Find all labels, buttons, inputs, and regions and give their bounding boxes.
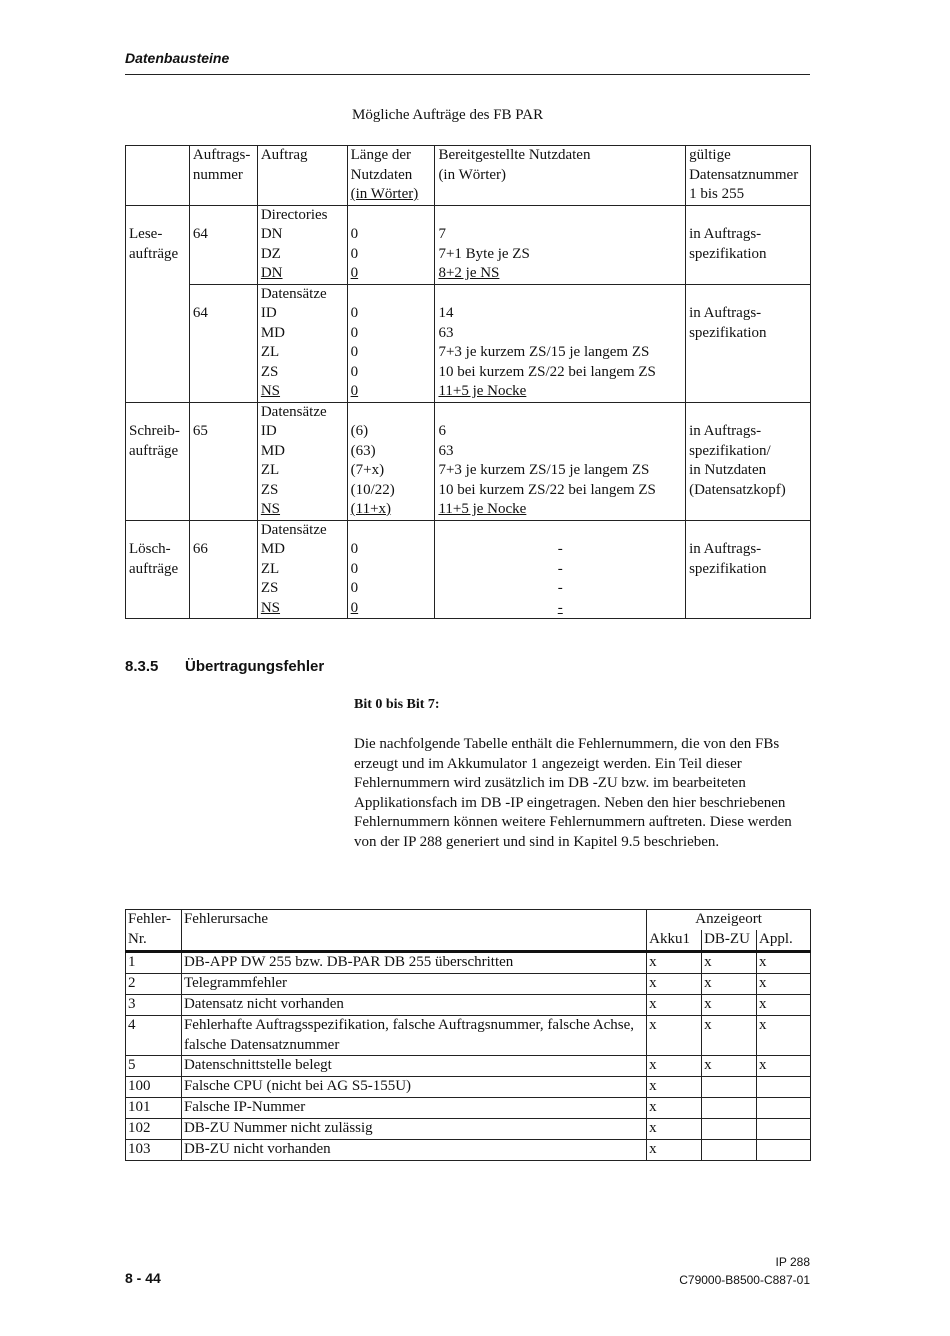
bereit-value: 63: [438, 442, 454, 459]
error-dbzu: [702, 1077, 757, 1098]
error-nr: 3: [126, 995, 182, 1016]
bereit-value: [438, 521, 682, 541]
header-dbzu: DB-ZU: [702, 930, 757, 952]
subheading: Bit 0 bis Bit 7:: [354, 697, 440, 712]
auftrag-value: ID: [260, 423, 277, 439]
error-appl: x: [757, 952, 811, 974]
row-category-line: aufträge: [129, 245, 179, 262]
gueltig-value: spezifikation: [689, 560, 767, 577]
auftrag-value: ZS: [260, 481, 279, 498]
error-dbzu: x: [702, 1056, 757, 1077]
header-bereit-line: Bereitgestellte Nutzdaten: [438, 147, 591, 163]
error-appl: x: [757, 995, 811, 1016]
error-ursache: DB-ZU Nummer nicht zulässig: [181, 1119, 646, 1140]
error-ursache: Datensatz nicht vorhanden: [181, 995, 646, 1016]
header-gueltig-line: Datensatznummer: [689, 166, 799, 183]
gueltig-value: [689, 382, 807, 402]
bereit-value: 7: [438, 226, 446, 242]
error-appl: [757, 1098, 811, 1119]
bereit-value: 10 bei kurzem ZS/22 bei langem ZS: [438, 481, 656, 498]
error-dbzu: x: [702, 974, 757, 995]
cell-bereit: [435, 284, 686, 402]
error-ursache: Telegrammfehler: [181, 974, 646, 995]
laenge-value: [351, 285, 432, 305]
error-akku: x: [647, 952, 702, 974]
laenge-value: (63): [350, 442, 376, 459]
error-row: [126, 974, 811, 995]
header-laenge-line: (in Wörter): [350, 186, 419, 202]
error-row: [126, 1098, 811, 1119]
header-bereit-line: (in Wörter): [438, 166, 507, 183]
gueltig-value: (Datensatzkopf): [689, 481, 786, 498]
header-error-number-line: Nr.: [128, 930, 147, 947]
header-gueltig: [686, 146, 811, 206]
auftrag-value: NS: [260, 501, 281, 517]
order-number: 64: [192, 226, 208, 242]
cell-gueltig: [686, 520, 811, 619]
error-row: [126, 995, 811, 1016]
row-category-line: Lösch-: [129, 541, 171, 557]
header-nummer-line: nummer: [192, 166, 243, 183]
row-category: [126, 402, 190, 520]
error-dbzu: [702, 1140, 757, 1161]
gueltig-value: [689, 500, 807, 520]
header-display-location: Anzeigeort: [647, 910, 811, 931]
auftrag-value: ZL: [260, 462, 280, 478]
auftrag-value: Directories: [260, 206, 328, 223]
gueltig-value: [689, 579, 807, 599]
error-akku: x: [647, 1119, 702, 1140]
auftrag-value: ID: [260, 305, 277, 321]
order-number: 64: [192, 305, 208, 321]
auftrag-value: NS: [260, 383, 281, 399]
error-ursache: DB-APP DW 255 bzw. DB-PAR DB 255 überschritten: [181, 952, 646, 974]
bereit-value: -: [557, 599, 563, 616]
header-laenge-line: Nutzdaten: [350, 166, 413, 183]
bereit-value: [438, 285, 682, 305]
gueltig-value: [689, 599, 807, 619]
cell-auftrag: [257, 284, 347, 402]
auftrag-value: DN: [260, 265, 283, 281]
error-appl: [757, 1119, 811, 1140]
laenge-value: 0: [350, 344, 359, 360]
cell-bereit: [435, 520, 686, 619]
page-number: 8 - 44: [125, 1270, 161, 1286]
gueltig-value: [689, 403, 807, 423]
auftrag-value: DN: [260, 226, 283, 242]
bereit-value: 6: [438, 423, 446, 439]
header-category: [126, 146, 190, 206]
error-appl: x: [757, 1016, 811, 1056]
body-paragraph: Die nachfolgende Tabelle enthält die Fehlernummern, die von den FBs erzeugt und im Akkumulator 1 angezeigt werden. Ein Teil dieser Fehlernummern wird zusätzlich im DB -ZU bzw. im bearbeiteten Applikationsfach im DB -IP eingetragen. Neben den hier beschriebenen Fehlernummern können weitere Fehlernummern auftreten. Diese werden von der IP 288 generiert und sind in Kapitel 9.5 beschrieben.: [354, 736, 792, 850]
cell-gueltig: [686, 284, 811, 402]
row-category-line: aufträge: [129, 560, 179, 577]
auftrag-value: DZ: [260, 245, 281, 262]
auftrag-value: MD: [260, 442, 286, 459]
laenge-value: [351, 521, 432, 541]
row-order-number: [189, 205, 257, 284]
laenge-value: 0: [350, 226, 359, 242]
order-number: 65: [192, 423, 208, 439]
error-nr: 4: [126, 1016, 182, 1056]
section-number: 8.3.5: [125, 658, 159, 675]
error-appl: [757, 1140, 811, 1161]
gueltig-value: spezifikation: [689, 245, 767, 262]
table-row: [126, 205, 811, 284]
auftrag-value: MD: [260, 324, 286, 341]
header-error-number-line: Fehler-: [128, 911, 172, 927]
error-ursache: Datenschnittstelle belegt: [181, 1056, 646, 1077]
header-auftrag-line: Auftrag: [260, 147, 308, 163]
auftrag-value: ZS: [260, 363, 279, 380]
bereit-value: 7+3 je kurzem ZS/15 je langem ZS: [438, 344, 650, 360]
error-dbzu: [702, 1098, 757, 1119]
auftrag-value: Datensätze: [260, 521, 327, 538]
error-table: [125, 909, 811, 1161]
header-gueltig-line: gültige: [689, 147, 731, 163]
error-nr: 2: [126, 974, 182, 995]
bereit-value: [438, 206, 682, 226]
laenge-value: 0: [350, 580, 359, 596]
row-category-line: Lese-: [129, 226, 163, 242]
footer-right: [679, 1253, 810, 1289]
table-header-row: [126, 146, 811, 206]
error-dbzu: [702, 1119, 757, 1140]
bereit-value: 7+1 Byte je ZS: [438, 245, 530, 262]
bereit-value: 8+2 je NS: [438, 265, 500, 281]
error-dbzu: x: [702, 1016, 757, 1056]
auftrag-value: ZL: [260, 344, 280, 360]
laenge-value: (11+x): [350, 501, 392, 517]
gueltig-value: [689, 521, 807, 541]
error-ursache: Falsche CPU (nicht bei AG S5-155U): [181, 1077, 646, 1098]
laenge-value: 0: [350, 305, 359, 321]
gueltig-value: [689, 285, 807, 305]
cell-auftrag: [257, 402, 347, 520]
header-nummer-line: Auftrags-: [192, 147, 251, 163]
gueltig-value: spezifikation: [689, 324, 767, 341]
gueltig-value: in Auftrags-: [689, 226, 762, 242]
table1-caption: Mögliche Aufträge des FB PAR: [352, 107, 544, 123]
error-row: [126, 952, 811, 974]
laenge-value: 0: [350, 560, 359, 577]
gueltig-value: in Nutzdaten: [689, 462, 767, 478]
gueltig-value: in Auftrags-: [689, 305, 762, 321]
error-akku: x: [647, 995, 702, 1016]
error-row: [126, 1016, 811, 1056]
table-row: [126, 402, 811, 520]
laenge-value: (7+x): [350, 462, 385, 478]
row-category: [126, 520, 190, 619]
cell-laenge: [347, 402, 435, 520]
laenge-value: [351, 206, 432, 226]
gueltig-value: [689, 206, 807, 226]
error-nr: 1: [126, 952, 182, 974]
row-category-line: aufträge: [129, 442, 179, 459]
orders-table: [125, 145, 811, 619]
error-nr: 100: [126, 1077, 182, 1098]
bereit-value: 14: [438, 305, 454, 321]
auftrag-value: ZS: [260, 580, 279, 596]
gueltig-value: [689, 264, 807, 284]
error-akku: x: [647, 1016, 702, 1056]
row-category: [126, 284, 190, 402]
bereit-value: 63: [438, 324, 454, 341]
bereit-value: -: [557, 580, 563, 596]
bereit-value: 10 bei kurzem ZS/22 bei langem ZS: [438, 363, 656, 380]
laenge-value: 0: [350, 363, 359, 380]
gueltig-value: in Auftrags-: [689, 541, 762, 557]
header-akku: Akku1: [647, 930, 702, 952]
laenge-value: 0: [350, 245, 359, 262]
error-akku: x: [647, 1098, 702, 1119]
gueltig-value: in Auftrags-: [689, 423, 762, 439]
header-laenge-line: Länge der: [350, 147, 412, 163]
bereit-value: 11+5 je Nocke: [438, 501, 527, 517]
error-nr: 5: [126, 1056, 182, 1077]
table-row: [126, 520, 811, 619]
error-ursache: Falsche IP-Nummer: [181, 1098, 646, 1119]
running-header: [125, 50, 810, 75]
bereit-value: -: [557, 541, 563, 557]
running-title: Datenbausteine: [125, 50, 230, 66]
cell-laenge: [347, 284, 435, 402]
laenge-value: (10/22): [350, 481, 395, 498]
cell-bereit: [435, 402, 686, 520]
header-appl: Appl.: [757, 930, 811, 952]
row-category-line: Schreib-: [129, 423, 180, 439]
error-akku: x: [647, 974, 702, 995]
error-akku: x: [647, 1056, 702, 1077]
error-nr: 101: [126, 1098, 182, 1119]
bereit-value: [438, 403, 682, 423]
error-nr: 103: [126, 1140, 182, 1161]
section-heading: [125, 658, 324, 675]
header-error-number: [126, 910, 182, 952]
gueltig-value: [689, 343, 807, 363]
bereit-value: 11+5 je Nocke: [438, 383, 527, 399]
header-nummer: [189, 146, 257, 206]
section-title: Übertragungsfehler: [185, 658, 325, 675]
header-gueltig-line: 1 bis 255: [689, 186, 745, 202]
cell-gueltig: [686, 402, 811, 520]
error-row: [126, 1140, 811, 1161]
auftrag-value: Datensätze: [260, 285, 327, 302]
order-number: 66: [192, 541, 208, 557]
laenge-value: 0: [350, 383, 359, 399]
error-dbzu: x: [702, 952, 757, 974]
error-header-row: [126, 910, 811, 931]
header-auftrag: [257, 146, 347, 206]
error-akku: x: [647, 1077, 702, 1098]
row-order-number: [189, 402, 257, 520]
laenge-value: 0: [350, 541, 359, 557]
error-row: [126, 1056, 811, 1077]
laenge-value: 0: [350, 265, 359, 281]
row-order-number: [189, 284, 257, 402]
header-bereit: [435, 146, 686, 206]
error-appl: x: [757, 1056, 811, 1077]
auftrag-value: MD: [260, 541, 286, 557]
laenge-value: 0: [350, 324, 359, 341]
cell-bereit: [435, 205, 686, 284]
bereit-value: 7+3 je kurzem ZS/15 je langem ZS: [438, 462, 650, 478]
error-ursache: DB-ZU nicht vorhanden: [181, 1140, 646, 1161]
cell-laenge: [347, 520, 435, 619]
error-row: [126, 1119, 811, 1140]
auftrag-value: NS: [260, 599, 281, 616]
table-row: [126, 284, 811, 402]
gueltig-value: spezifikation/: [689, 442, 771, 459]
error-dbzu: x: [702, 995, 757, 1016]
laenge-value: (6): [350, 423, 369, 439]
cell-auftrag: [257, 205, 347, 284]
cell-laenge: [347, 205, 435, 284]
error-ursache: Fehlerhafte Auftragsspezifikation, falsche Auftragsnummer, falsche Achse, falsche Datensatznummer: [181, 1016, 646, 1056]
error-nr: 102: [126, 1119, 182, 1140]
error-akku: x: [647, 1140, 702, 1161]
laenge-value: [351, 403, 432, 423]
cell-auftrag: [257, 520, 347, 619]
auftrag-value: ZL: [260, 560, 280, 577]
order-number: C79000-B8500-C887-01: [679, 1273, 810, 1287]
error-appl: x: [757, 974, 811, 995]
error-appl: [757, 1077, 811, 1098]
laenge-value: 0: [350, 599, 359, 616]
header-cause: Fehlerursache: [181, 910, 646, 952]
cell-gueltig: [686, 205, 811, 284]
auftrag-value: Datensätze: [260, 403, 327, 420]
error-row: [126, 1077, 811, 1098]
row-category: [126, 205, 190, 284]
header-laenge: [347, 146, 435, 206]
row-order-number: [189, 520, 257, 619]
gueltig-value: [689, 363, 807, 383]
bereit-value: -: [557, 560, 563, 577]
product-name: IP 288: [775, 1255, 810, 1269]
